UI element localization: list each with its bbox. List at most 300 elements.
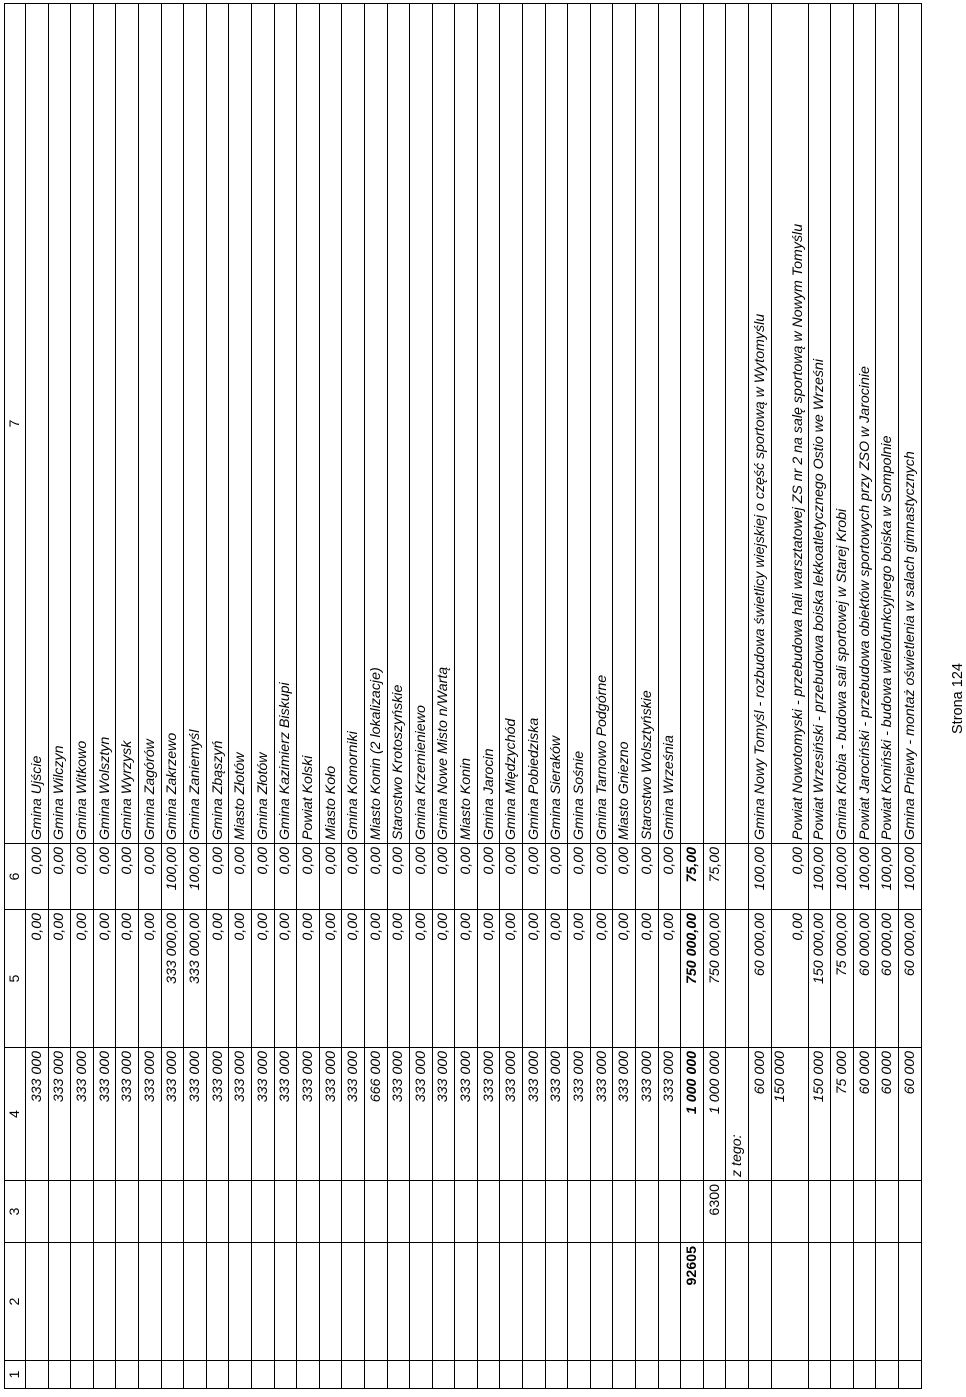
cell-col2: [771, 1243, 808, 1361]
header-cell-3: 3: [5, 1181, 26, 1243]
executed-amount: 0,00: [206, 910, 229, 1048]
cell-col1: [455, 1361, 478, 1389]
cell-col2: [229, 1243, 252, 1361]
cell-col3: [749, 1181, 772, 1243]
cell-col2: [184, 1243, 207, 1361]
executed-amount: 0,00: [26, 910, 49, 1048]
executed-amount: 0,00: [545, 910, 568, 1048]
table-row: [206, 4, 229, 1389]
cell-col3: [500, 1181, 523, 1243]
beneficiary-name: Miasto Koło: [319, 4, 342, 844]
executed-amount: 0,00: [387, 910, 410, 1048]
executed-amount: 60 000,00: [876, 910, 899, 1048]
cell-col1: [523, 1361, 546, 1389]
cell-col2: [364, 1243, 387, 1361]
execution-percent: 0,00: [319, 844, 342, 910]
cell-col2: [808, 1243, 831, 1361]
cell-col1: [477, 1361, 500, 1389]
cell-col7: [681, 4, 704, 844]
section-code: 92605: [681, 1243, 704, 1361]
page-footer: Strona 124: [950, 663, 966, 734]
table-row: [432, 4, 455, 1389]
execution-percent: 0,00: [364, 844, 387, 910]
cell-col2: [898, 1243, 921, 1361]
header-cell-5: 5: [5, 910, 26, 1048]
executed-amount: 0,00: [477, 910, 500, 1048]
detail-row: [771, 4, 808, 1389]
beneficiary-name: Powiat Kolski: [297, 4, 320, 844]
beneficiary-name: Starostwo Krotoszyńskie: [387, 4, 410, 844]
cell-col3: [831, 1181, 854, 1243]
planned-amount: 333 000: [26, 1048, 49, 1181]
cell-col3: [477, 1181, 500, 1243]
table-row: [274, 4, 297, 1389]
executed-amount: 0,00: [319, 910, 342, 1048]
cell-col3: [898, 1181, 921, 1243]
beneficiary-name: Gmina Międzychód: [500, 4, 523, 844]
cell-col1: [138, 1361, 161, 1389]
subsection-percent: 75,00: [703, 844, 726, 910]
execution-percent: 0,00: [71, 844, 94, 910]
detail-row: [876, 4, 899, 1389]
table-row: [613, 4, 636, 1389]
table-row: [545, 4, 568, 1389]
cell-col1: [342, 1361, 365, 1389]
subsection-row-6300: [703, 4, 726, 1389]
cell-col3: [681, 1181, 704, 1243]
planned-amount: 150 000: [808, 1048, 831, 1181]
cell-col2: [477, 1243, 500, 1361]
execution-percent: 0,00: [590, 844, 613, 910]
detail-row: [831, 4, 854, 1389]
cell-col1: [297, 1361, 320, 1389]
planned-amount: 333 000: [500, 1048, 523, 1181]
planned-amount: 333 000: [116, 1048, 139, 1181]
cell-col2: [93, 1243, 116, 1361]
cell-col3: [876, 1181, 899, 1243]
cell-col3: [319, 1181, 342, 1243]
table-row: [48, 4, 71, 1389]
section-percent: 75,00: [681, 844, 704, 910]
cell-col3: [93, 1181, 116, 1243]
cell-col3: [853, 1181, 876, 1243]
cell-col2: [523, 1243, 546, 1361]
cell-col3: [364, 1181, 387, 1243]
cell-col3: [387, 1181, 410, 1243]
table-row: [26, 4, 49, 1389]
table-row: [658, 4, 681, 1389]
executed-amount: 0,00: [636, 910, 659, 1048]
planned-amount: 333 000: [71, 1048, 94, 1181]
beneficiary-name: Gmina Złotów: [251, 4, 274, 844]
subsection-planned: 1 000 000: [703, 1048, 726, 1181]
planned-amount: 333 000: [613, 1048, 636, 1181]
table-row: [116, 4, 139, 1389]
cell-col1: [613, 1361, 636, 1389]
execution-percent: 0,00: [206, 844, 229, 910]
cell-col2: [297, 1243, 320, 1361]
cell-col2: [590, 1243, 613, 1361]
subsection-executed: 750 000,00: [703, 910, 726, 1048]
executed-amount: 0,00: [500, 910, 523, 1048]
execution-percent: 0,00: [229, 844, 252, 910]
cell-col2: [48, 1243, 71, 1361]
cell-col3: [808, 1181, 831, 1243]
cell-col3: [251, 1181, 274, 1243]
execution-percent: 0,00: [93, 844, 116, 910]
cell-col1: [48, 1361, 71, 1389]
detail-row: [808, 4, 831, 1389]
planned-amount: 333 000: [387, 1048, 410, 1181]
cell-col3: [726, 1181, 749, 1243]
planned-amount: 150 000: [771, 1048, 808, 1181]
cell-col3: [568, 1181, 591, 1243]
cell-col1: [71, 1361, 94, 1389]
task-description: Gmina Nowy Tomyśl - rozbudowa świetlicy wiejskiej o część sportową w Wytomyślu: [749, 4, 772, 844]
executed-amount: 0,00: [116, 910, 139, 1048]
planned-amount: 333 000: [545, 1048, 568, 1181]
planned-amount: 333 000: [138, 1048, 161, 1181]
execution-percent: 0,00: [138, 844, 161, 910]
executed-amount: 0,00: [274, 910, 297, 1048]
cell-col1: [387, 1361, 410, 1389]
cell-col2: [703, 1243, 726, 1361]
cell-col2: [410, 1243, 433, 1361]
cell-col2: [726, 1243, 749, 1361]
planned-amount: 333 000: [636, 1048, 659, 1181]
cell-col3: [771, 1181, 808, 1243]
planned-amount: 333 000: [206, 1048, 229, 1181]
execution-percent: 0,00: [48, 844, 71, 910]
cell-col2: [319, 1243, 342, 1361]
cell-col2: [26, 1243, 49, 1361]
cell-col2: [455, 1243, 478, 1361]
executed-amount: 75 000,00: [831, 910, 854, 1048]
cell-col3: [116, 1181, 139, 1243]
table-row: [455, 4, 478, 1389]
beneficiary-name: Gmina Zbąszyń: [206, 4, 229, 844]
cell-col5: [726, 910, 749, 1048]
cell-col1: [274, 1361, 297, 1389]
z-tego-label: z tego:: [726, 1048, 749, 1181]
planned-amount: 333 000: [410, 1048, 433, 1181]
cell-col2: [71, 1243, 94, 1361]
beneficiary-name: Gmina Krzemieniewo: [410, 4, 433, 844]
executed-amount: 60 000,00: [853, 910, 876, 1048]
cell-col2: [636, 1243, 659, 1361]
execution-percent: 100,00: [853, 844, 876, 910]
cell-col2: [274, 1243, 297, 1361]
cell-col1: [590, 1361, 613, 1389]
executed-amount: 0,00: [138, 910, 161, 1048]
cell-col1: [658, 1361, 681, 1389]
cell-col1: [831, 1361, 854, 1389]
beneficiary-name: Miasto Złotów: [229, 4, 252, 844]
table-row: [297, 4, 320, 1389]
table-row: [568, 4, 591, 1389]
table-row: [477, 4, 500, 1389]
cell-col3: [455, 1181, 478, 1243]
cell-col1: [229, 1361, 252, 1389]
beneficiary-name: Miasto Konin: [455, 4, 478, 844]
section-row-92605: [681, 4, 704, 1389]
cell-col3: [432, 1181, 455, 1243]
planned-amount: 333 000: [477, 1048, 500, 1181]
header-cell-7: 7: [5, 4, 26, 844]
cell-col1: [251, 1361, 274, 1389]
table-row: [184, 4, 207, 1389]
beneficiary-name: Gmina Zagórów: [138, 4, 161, 844]
cell-col2: [853, 1243, 876, 1361]
task-description: Gmina Krobia - budowa sali sportowej w Starej Krobi: [831, 4, 854, 844]
beneficiary-name: Gmina Sośnie: [568, 4, 591, 844]
beneficiary-name: Gmina Ujście: [26, 4, 49, 844]
planned-amount: 75 000: [831, 1048, 854, 1181]
cell-col7: [726, 4, 749, 844]
executed-amount: 0,00: [771, 910, 808, 1048]
header-cell-1: 1: [5, 1361, 26, 1389]
planned-amount: 333 000: [161, 1048, 184, 1181]
executed-amount: 0,00: [455, 910, 478, 1048]
cell-col3: [636, 1181, 659, 1243]
task-description: Powiat Nowotomyski - przebudowa hali warsztatowej ZS nr 2 na salę sportową w Nowym Tomyślu: [771, 4, 808, 844]
cell-col3: [184, 1181, 207, 1243]
cell-col1: [500, 1361, 523, 1389]
z-tego-row: [726, 4, 749, 1389]
planned-amount: 60 000: [876, 1048, 899, 1181]
planned-amount: 333 000: [48, 1048, 71, 1181]
planned-amount: 60 000: [853, 1048, 876, 1181]
executed-amount: 0,00: [364, 910, 387, 1048]
planned-amount: 60 000: [898, 1048, 921, 1181]
execution-percent: 0,00: [297, 844, 320, 910]
cell-col2: [545, 1243, 568, 1361]
execution-percent: 0,00: [613, 844, 636, 910]
cell-col3: [523, 1181, 546, 1243]
cell-col1: [116, 1361, 139, 1389]
beneficiary-name: Gmina Pobiedziska: [523, 4, 546, 844]
execution-percent: 100,00: [898, 844, 921, 910]
table-row: [161, 4, 184, 1389]
detail-row: [898, 4, 921, 1389]
cell-col1: [184, 1361, 207, 1389]
execution-percent: 0,00: [568, 844, 591, 910]
executed-amount: 0,00: [523, 910, 546, 1048]
execution-percent: 0,00: [658, 844, 681, 910]
execution-percent: 0,00: [410, 844, 433, 910]
beneficiary-name: Gmina Tarnowo Podgórne: [590, 4, 613, 844]
cell-col1: [319, 1361, 342, 1389]
execution-percent: 100,00: [876, 844, 899, 910]
cell-col3: [658, 1181, 681, 1243]
header-row: [5, 4, 26, 1389]
executed-amount: 0,00: [613, 910, 636, 1048]
cell-col3: [613, 1181, 636, 1243]
cell-col1: [808, 1361, 831, 1389]
table-row: [342, 4, 365, 1389]
execution-percent: 100,00: [749, 844, 772, 910]
execution-percent: 100,00: [808, 844, 831, 910]
planned-amount: 666 000: [364, 1048, 387, 1181]
cell-col1: [636, 1361, 659, 1389]
table-row: [500, 4, 523, 1389]
planned-amount: 333 000: [590, 1048, 613, 1181]
cell-col1: [568, 1361, 591, 1389]
cell-col1: [876, 1361, 899, 1389]
execution-percent: 0,00: [545, 844, 568, 910]
cell-col3: [71, 1181, 94, 1243]
executed-amount: 0,00: [71, 910, 94, 1048]
cell-col2: [876, 1243, 899, 1361]
beneficiary-name: Gmina Nowe Misto n/Wartą: [432, 4, 455, 844]
subsection-code: 6300: [703, 1181, 726, 1243]
planned-amount: 333 000: [251, 1048, 274, 1181]
beneficiary-name: Gmina Kazimierz Biskupi: [274, 4, 297, 844]
table-row: [251, 4, 274, 1389]
cell-col2: [161, 1243, 184, 1361]
table-body: [5, 4, 922, 1389]
cell-col1: [545, 1361, 568, 1389]
cell-col1: [432, 1361, 455, 1389]
executed-amount: 0,00: [297, 910, 320, 1048]
planned-amount: 333 000: [319, 1048, 342, 1181]
execution-percent: 0,00: [636, 844, 659, 910]
executed-amount: 0,00: [410, 910, 433, 1048]
table-row: [387, 4, 410, 1389]
table-row: [590, 4, 613, 1389]
executed-amount: 0,00: [342, 910, 365, 1048]
beneficiary-name: Gmina Witkowo: [71, 4, 94, 844]
table-row: [523, 4, 546, 1389]
beneficiary-name: Gmina Jarocin: [477, 4, 500, 844]
table-row: [410, 4, 433, 1389]
execution-percent: 0,00: [523, 844, 546, 910]
cell-col3: [297, 1181, 320, 1243]
planned-amount: 333 000: [274, 1048, 297, 1181]
execution-percent: 0,00: [432, 844, 455, 910]
planned-amount: 333 000: [658, 1048, 681, 1181]
task-description: Powiat Koniński - budowa wielofunkcyjnego boiska w Sompolnie: [876, 4, 899, 844]
table-row: [93, 4, 116, 1389]
table-row: [229, 4, 252, 1389]
cell-col1: [26, 1361, 49, 1389]
cell-col1: [703, 1361, 726, 1389]
cell-col1: [898, 1361, 921, 1389]
beneficiary-name: Starostwo Wolsztyńskie: [636, 4, 659, 844]
cell-col2: [342, 1243, 365, 1361]
beneficiary-name: Gmina Września: [658, 4, 681, 844]
planned-amount: 333 000: [455, 1048, 478, 1181]
cell-col1: [410, 1361, 433, 1389]
cell-col3: [590, 1181, 613, 1243]
planned-amount: 60 000: [749, 1048, 772, 1181]
execution-percent: 0,00: [500, 844, 523, 910]
execution-percent: 0,00: [251, 844, 274, 910]
cell-col3: [410, 1181, 433, 1243]
beneficiary-name: Gmina Wilczyn: [48, 4, 71, 844]
cell-col3: [545, 1181, 568, 1243]
header-cell-6: 6: [5, 844, 26, 910]
execution-percent: 0,00: [116, 844, 139, 910]
cell-col3: [206, 1181, 229, 1243]
table-row: [364, 4, 387, 1389]
planned-amount: 333 000: [432, 1048, 455, 1181]
header-cell-4: 4: [5, 1048, 26, 1181]
executed-amount: 0,00: [658, 910, 681, 1048]
planned-amount: 333 000: [568, 1048, 591, 1181]
planned-amount: 333 000: [297, 1048, 320, 1181]
execution-percent: 0,00: [771, 844, 808, 910]
beneficiary-name: Gmina Wolsztyn: [93, 4, 116, 844]
executed-amount: 150 000,00: [808, 910, 831, 1048]
execution-percent: 100,00: [831, 844, 854, 910]
planned-amount: 333 000: [184, 1048, 207, 1181]
cell-col1: [93, 1361, 116, 1389]
beneficiary-name: Miasto Konin (2 lokalizacje): [364, 4, 387, 844]
cell-col2: [138, 1243, 161, 1361]
detail-row: [853, 4, 876, 1389]
beneficiary-name: Gmina Sieraków: [545, 4, 568, 844]
planned-amount: 333 000: [342, 1048, 365, 1181]
cell-col1: [681, 1361, 704, 1389]
cell-col1: [364, 1361, 387, 1389]
task-description: Powiat Jarociński - przebudowa obiektów sportowych przy ZSO w Jarocinie: [853, 4, 876, 844]
executed-amount: 333 000,00: [184, 910, 207, 1048]
execution-percent: 0,00: [342, 844, 365, 910]
cell-col3: [161, 1181, 184, 1243]
cell-col1: [749, 1361, 772, 1389]
cell-col2: [387, 1243, 410, 1361]
header-cell-2: 2: [5, 1243, 26, 1361]
budget-table: [4, 3, 922, 1389]
table-row: [71, 4, 94, 1389]
cell-col2: [116, 1243, 139, 1361]
cell-col3: [138, 1181, 161, 1243]
table-row: [319, 4, 342, 1389]
cell-col2: [749, 1243, 772, 1361]
section-planned: 1 000 000: [681, 1048, 704, 1181]
cell-col2: [831, 1243, 854, 1361]
beneficiary-name: Gmina Zakrzewo: [161, 4, 184, 844]
cell-col2: [613, 1243, 636, 1361]
cell-col2: [251, 1243, 274, 1361]
section-executed: 750 000,00: [681, 910, 704, 1048]
cell-col2: [432, 1243, 455, 1361]
planned-amount: 333 000: [523, 1048, 546, 1181]
table-row: [138, 4, 161, 1389]
beneficiary-name: Gmina Komorniki: [342, 4, 365, 844]
cell-col3: [26, 1181, 49, 1243]
execution-percent: 0,00: [26, 844, 49, 910]
cell-col2: [500, 1243, 523, 1361]
execution-percent: 0,00: [387, 844, 410, 910]
cell-col1: [771, 1361, 808, 1389]
executed-amount: 0,00: [48, 910, 71, 1048]
executed-amount: 60 000,00: [749, 910, 772, 1048]
beneficiary-name: Gmina Wyrzysk: [116, 4, 139, 844]
cell-col7: [703, 4, 726, 844]
task-description: Powiat Wrzesiński - przebudowa boiska lekkoatletycznego Ostio we Wrześni: [808, 4, 831, 844]
executed-amount: 0,00: [251, 910, 274, 1048]
beneficiary-name: Miasto Gniezno: [613, 4, 636, 844]
executed-amount: 0,00: [432, 910, 455, 1048]
table-row: [636, 4, 659, 1389]
executed-amount: 333 000,00: [161, 910, 184, 1048]
cell-col1: [161, 1361, 184, 1389]
cell-col2: [658, 1243, 681, 1361]
cell-col3: [48, 1181, 71, 1243]
planned-amount: 333 000: [93, 1048, 116, 1181]
